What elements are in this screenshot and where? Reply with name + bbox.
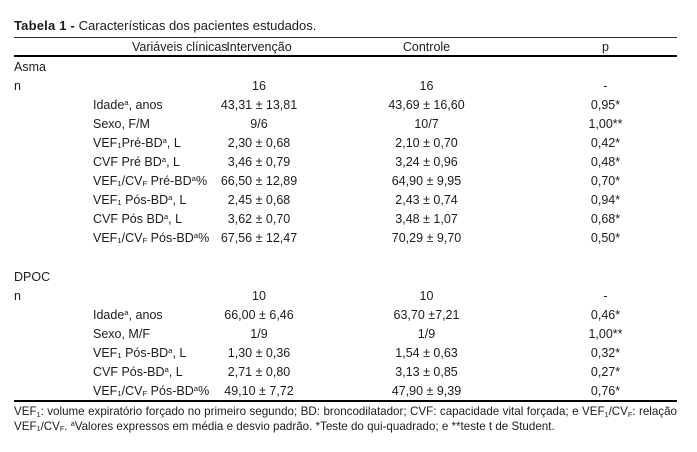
table-caption: Características dos pacientes estudados.	[78, 18, 317, 33]
row-label: $VEF_1/CV_F$ Pós-$BD^a\%$	[93, 230, 210, 246]
cell-p: 0,48*	[590, 154, 621, 169]
table-row	[14, 209, 677, 228]
cell-controle: 3,13 ± 0,85	[395, 364, 458, 379]
cell-controle: 63,70 ±7,21	[393, 307, 460, 322]
cell-controle: 10/7	[414, 116, 439, 131]
cell-controle: 1/9	[417, 326, 436, 341]
row-label: Idade$^a$, anos	[93, 97, 163, 112]
table-row	[14, 95, 677, 114]
column-header-controle: Controle	[319, 38, 534, 57]
cell-intervencao: 66,00 ± 6,46	[224, 307, 294, 322]
table-row	[14, 190, 677, 209]
table-row	[14, 133, 677, 152]
cell-p: 0,42*	[590, 135, 621, 150]
row-label: $VEF_1/CV_F$ Pós-$BD^a\%$	[93, 383, 210, 399]
row-label: $VEF_1/CV_F$ Pré-$BD^a\%$	[93, 173, 208, 189]
cell-intervencao: 2,30 ± 0,68	[227, 135, 291, 150]
cell-intervencao: 49,10 ± 7,72	[224, 383, 294, 398]
cell-intervencao: 67,56 ± 12,47	[220, 230, 298, 245]
table-number-label: Tabela 1 -	[14, 18, 76, 33]
table-row	[14, 324, 677, 343]
section-name: Asma	[14, 59, 46, 74]
table-row	[14, 362, 677, 381]
cell-controle: 2,43 ± 0,74	[395, 192, 458, 207]
section-header-row	[14, 56, 677, 76]
row-label: $VEF_1$ Pós-$BD^a$, L	[93, 345, 187, 361]
cell-controle: 16	[419, 78, 434, 93]
row-label: CVF Pré $BD^a$, L	[93, 154, 180, 169]
cell-controle: 10	[419, 288, 434, 303]
cell-intervencao: 3,62 ± 0,70	[227, 211, 291, 226]
cell-p: 0,95*	[590, 97, 621, 112]
cell-controle: 2,10 ± 0,70	[395, 135, 458, 150]
table-row	[14, 381, 677, 401]
table-title	[14, 18, 679, 33]
spacer-cell	[14, 247, 677, 267]
cell-intervencao: 43,31 ± 13,81	[220, 97, 298, 112]
cell-controle: 3,24 ± 0,96	[395, 154, 458, 169]
column-header-p: p	[534, 38, 677, 57]
cell-p: 0,94*	[590, 192, 621, 207]
section-spacer-row	[14, 247, 677, 267]
table-row	[14, 286, 677, 305]
table-row	[14, 305, 677, 324]
row-label: n	[14, 78, 21, 93]
row-label: Sexo, M/F	[93, 326, 150, 341]
cell-p: -	[603, 288, 608, 303]
cell-controle: 47,90 ± 9,39	[391, 383, 462, 398]
column-header-intervencao: Intervenção	[199, 38, 319, 57]
table-header	[14, 38, 677, 57]
cell-intervencao: 66,50 ± 12,89	[220, 173, 298, 188]
patients-table	[14, 37, 677, 402]
cell-p: 0,32*	[590, 345, 621, 360]
table-row	[14, 152, 677, 171]
cell-p: 0,76*	[590, 383, 621, 398]
cell-p: 1,00**	[588, 326, 623, 341]
row-label: CVF Pós-$BD^a$, L	[93, 364, 183, 379]
cell-p: 0,68*	[590, 211, 621, 226]
cell-intervencao: 1,30 ± 0,36	[227, 345, 291, 360]
cell-p: -	[603, 78, 608, 93]
column-header-variaveis-clinicas: Variáveis clínicas	[14, 38, 199, 57]
row-label: $VEF_1$ Pós-$BD^a$, L	[93, 192, 187, 208]
table-row	[14, 114, 677, 133]
table-row	[14, 228, 677, 247]
row-label: $VEF_1Pré-BD^a$, L	[93, 135, 181, 151]
cell-controle: 43,69 ± 16,60	[388, 97, 465, 112]
table-body	[14, 56, 677, 401]
row-label: Idade$^a$, anos	[93, 307, 163, 322]
cell-controle: 64,90 ± 9,95	[391, 173, 462, 188]
cell-intervencao: 16	[252, 78, 266, 93]
header-row	[14, 38, 677, 57]
cell-p: 0,70*	[590, 173, 621, 188]
table-row	[14, 76, 677, 95]
cell-intervencao: 1/9	[250, 326, 268, 341]
cell-intervencao: 2,71 ± 0,80	[227, 364, 291, 379]
cell-intervencao: 9/6	[250, 116, 268, 131]
section-header-row	[14, 267, 677, 286]
section-name: DPOC	[14, 269, 51, 284]
cell-controle: 1,54 ± 0,63	[395, 345, 458, 360]
row-label: CVF Pós $BD^a$, L	[93, 211, 183, 226]
cell-p: 1,00**	[588, 116, 623, 131]
row-label: Sexo, F/M	[93, 116, 150, 131]
table-footnote: $VEF_1$: volume expiratório forçado no primeiro segundo; BD: broncodilatador; CVF: capacidade vital forçada; e $VEF_1/CV_F$: relação $VEF_1/CV_F$. $^a$Valores expressos em média e desvio padrão. *Teste do qui-quadrado; e **teste t de Student.	[14, 405, 678, 434]
cell-intervencao: 2,45 ± 0,68	[227, 192, 291, 207]
cell-intervencao: 3,46 ± 0,79	[227, 154, 291, 169]
cell-p: 0,27*	[590, 364, 621, 379]
cell-p: 0,46*	[590, 307, 621, 322]
row-label: n	[14, 288, 21, 303]
table-row	[14, 343, 677, 362]
cell-controle: 3,48 ± 1,07	[395, 211, 458, 226]
table-row	[14, 171, 677, 190]
cell-p: 0,50*	[590, 230, 621, 245]
cell-controle: 70,29 ± 9,70	[391, 230, 462, 245]
cell-intervencao: 10	[252, 288, 266, 303]
